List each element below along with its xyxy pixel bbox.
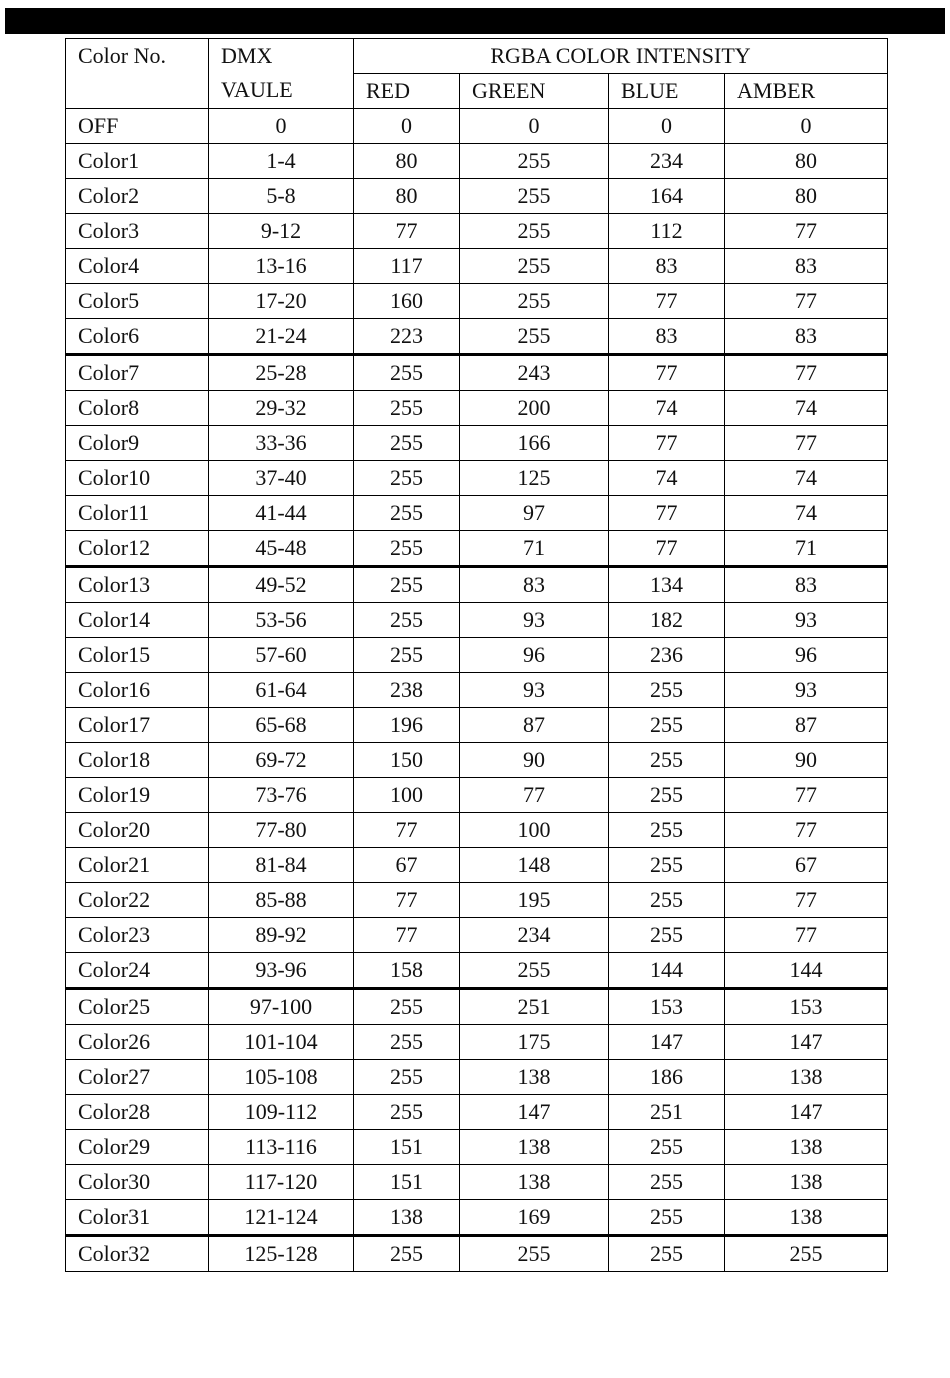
table-row — [66, 531, 888, 567]
cell-red: 255 — [354, 1095, 460, 1130]
table-row — [66, 109, 888, 144]
cell-amber: 255 — [725, 1236, 888, 1272]
cell-amber: 77 — [725, 426, 888, 461]
table-row — [66, 638, 888, 673]
cell-color-no: Color14 — [66, 603, 209, 638]
cell-dmx-value: 5-8 — [209, 179, 354, 214]
table-row — [66, 918, 888, 953]
cell-blue: 255 — [609, 848, 725, 883]
cell-red: 160 — [354, 284, 460, 319]
cell-dmx-value: 125-128 — [209, 1236, 354, 1272]
cell-amber: 77 — [725, 214, 888, 249]
cell-blue: 144 — [609, 953, 725, 989]
cell-red: 255 — [354, 567, 460, 603]
cell-amber: 74 — [725, 391, 888, 426]
cell-blue: 0 — [609, 109, 725, 144]
table-row — [66, 743, 888, 778]
table-row — [66, 883, 888, 918]
cell-amber: 83 — [725, 319, 888, 355]
cell-amber: 147 — [725, 1025, 888, 1060]
cell-red: 255 — [354, 989, 460, 1025]
cell-color-no: Color16 — [66, 673, 209, 708]
cell-color-no: Color29 — [66, 1130, 209, 1165]
cell-red: 255 — [354, 638, 460, 673]
cell-green: 251 — [460, 989, 609, 1025]
cell-color-no: Color17 — [66, 708, 209, 743]
cell-green: 93 — [460, 603, 609, 638]
cell-dmx-value: 37-40 — [209, 461, 354, 496]
header-dmx-line1: DMX — [221, 43, 273, 68]
cell-amber: 96 — [725, 638, 888, 673]
cell-dmx-value: 73-76 — [209, 778, 354, 813]
table-row — [66, 708, 888, 743]
cell-green: 166 — [460, 426, 609, 461]
cell-blue: 147 — [609, 1025, 725, 1060]
cell-blue: 164 — [609, 179, 725, 214]
cell-dmx-value: 45-48 — [209, 531, 354, 567]
cell-amber: 87 — [725, 708, 888, 743]
cell-red: 80 — [354, 144, 460, 179]
cell-color-no: Color25 — [66, 989, 209, 1025]
cell-blue: 234 — [609, 144, 725, 179]
cell-blue: 83 — [609, 319, 725, 355]
cell-amber: 83 — [725, 249, 888, 284]
cell-amber: 144 — [725, 953, 888, 989]
table-row — [66, 1025, 888, 1060]
cell-red: 255 — [354, 391, 460, 426]
header-color-no: Color No. — [66, 39, 209, 109]
cell-red: 67 — [354, 848, 460, 883]
cell-red: 255 — [354, 496, 460, 531]
cell-color-no: OFF — [66, 109, 209, 144]
cell-red: 0 — [354, 109, 460, 144]
cell-amber: 74 — [725, 496, 888, 531]
cell-color-no: Color31 — [66, 1200, 209, 1236]
cell-blue: 112 — [609, 214, 725, 249]
table-row — [66, 989, 888, 1025]
cell-color-no: Color3 — [66, 214, 209, 249]
cell-green: 169 — [460, 1200, 609, 1236]
cell-blue: 255 — [609, 1165, 725, 1200]
cell-color-no: Color9 — [66, 426, 209, 461]
cell-green: 255 — [460, 319, 609, 355]
table-row — [66, 1095, 888, 1130]
cell-dmx-value: 13-16 — [209, 249, 354, 284]
table-row — [66, 214, 888, 249]
cell-green: 96 — [460, 638, 609, 673]
cell-color-no: Color13 — [66, 567, 209, 603]
cell-green: 93 — [460, 673, 609, 708]
cell-blue: 74 — [609, 461, 725, 496]
cell-dmx-value: 65-68 — [209, 708, 354, 743]
cell-color-no: Color21 — [66, 848, 209, 883]
cell-dmx-value: 49-52 — [209, 567, 354, 603]
table-row — [66, 1130, 888, 1165]
cell-green: 255 — [460, 214, 609, 249]
cell-amber: 74 — [725, 461, 888, 496]
cell-color-no: Color4 — [66, 249, 209, 284]
cell-red: 151 — [354, 1165, 460, 1200]
cell-color-no: Color5 — [66, 284, 209, 319]
cell-amber: 93 — [725, 673, 888, 708]
cell-red: 196 — [354, 708, 460, 743]
cell-red: 150 — [354, 743, 460, 778]
cell-green: 200 — [460, 391, 609, 426]
table-row — [66, 1236, 888, 1272]
cell-amber: 80 — [725, 144, 888, 179]
cell-amber: 153 — [725, 989, 888, 1025]
cell-red: 80 — [354, 179, 460, 214]
cell-blue: 83 — [609, 249, 725, 284]
cell-dmx-value: 61-64 — [209, 673, 354, 708]
cell-color-no: Color32 — [66, 1236, 209, 1272]
cell-color-no: Color20 — [66, 813, 209, 848]
cell-dmx-value: 41-44 — [209, 496, 354, 531]
cell-color-no: Color22 — [66, 883, 209, 918]
cell-dmx-value: 113-116 — [209, 1130, 354, 1165]
cell-blue: 77 — [609, 426, 725, 461]
cell-blue: 255 — [609, 918, 725, 953]
cell-dmx-value: 85-88 — [209, 883, 354, 918]
cell-red: 77 — [354, 214, 460, 249]
header-red: RED — [354, 74, 460, 109]
cell-red: 255 — [354, 1060, 460, 1095]
cell-red: 238 — [354, 673, 460, 708]
cell-dmx-value: 69-72 — [209, 743, 354, 778]
cell-green: 243 — [460, 355, 609, 391]
cell-green: 77 — [460, 778, 609, 813]
table-row — [66, 144, 888, 179]
cell-color-no: Color19 — [66, 778, 209, 813]
cell-color-no: Color15 — [66, 638, 209, 673]
cell-dmx-value: 89-92 — [209, 918, 354, 953]
cell-dmx-value: 17-20 — [209, 284, 354, 319]
cell-amber: 80 — [725, 179, 888, 214]
cell-amber: 77 — [725, 355, 888, 391]
cell-color-no: Color10 — [66, 461, 209, 496]
cell-red: 255 — [354, 1236, 460, 1272]
cell-dmx-value: 21-24 — [209, 319, 354, 355]
table-row — [66, 778, 888, 813]
cell-amber: 138 — [725, 1200, 888, 1236]
cell-blue: 255 — [609, 1130, 725, 1165]
cell-amber: 77 — [725, 918, 888, 953]
header-green: GREEN — [460, 74, 609, 109]
table-row — [66, 319, 888, 355]
cell-blue: 236 — [609, 638, 725, 673]
header-rgba-intensity: RGBA COLOR INTENSITY — [354, 39, 888, 74]
table-row — [66, 603, 888, 638]
cell-blue: 186 — [609, 1060, 725, 1095]
cell-dmx-value: 0 — [209, 109, 354, 144]
cell-green: 148 — [460, 848, 609, 883]
cell-red: 100 — [354, 778, 460, 813]
cell-red: 138 — [354, 1200, 460, 1236]
cell-red: 117 — [354, 249, 460, 284]
cell-green: 125 — [460, 461, 609, 496]
cell-blue: 251 — [609, 1095, 725, 1130]
cell-color-no: Color12 — [66, 531, 209, 567]
cell-green: 255 — [460, 284, 609, 319]
header-dmx-value — [209, 39, 354, 109]
header-dmx-line2: VAULE — [221, 77, 293, 102]
cell-amber: 77 — [725, 813, 888, 848]
table-row — [66, 284, 888, 319]
cell-amber: 71 — [725, 531, 888, 567]
cell-blue: 255 — [609, 1200, 725, 1236]
rgba-color-table — [65, 38, 888, 1272]
cell-dmx-value: 101-104 — [209, 1025, 354, 1060]
cell-color-no: Color8 — [66, 391, 209, 426]
table-row — [66, 1060, 888, 1095]
cell-amber: 77 — [725, 284, 888, 319]
cell-red: 255 — [354, 1025, 460, 1060]
cell-amber: 138 — [725, 1165, 888, 1200]
table-row — [66, 673, 888, 708]
cell-dmx-value: 93-96 — [209, 953, 354, 989]
cell-blue: 77 — [609, 531, 725, 567]
cell-red: 255 — [354, 355, 460, 391]
cell-red: 158 — [354, 953, 460, 989]
table-row — [66, 355, 888, 391]
cell-amber: 0 — [725, 109, 888, 144]
cell-amber: 93 — [725, 603, 888, 638]
table-row — [66, 567, 888, 603]
cell-red: 223 — [354, 319, 460, 355]
cell-color-no: Color27 — [66, 1060, 209, 1095]
cell-color-no: Color24 — [66, 953, 209, 989]
cell-blue: 255 — [609, 778, 725, 813]
cell-red: 77 — [354, 883, 460, 918]
table-row — [66, 848, 888, 883]
cell-green: 255 — [460, 144, 609, 179]
cell-green: 138 — [460, 1165, 609, 1200]
cell-green: 195 — [460, 883, 609, 918]
cell-color-no: Color2 — [66, 179, 209, 214]
cell-red: 151 — [354, 1130, 460, 1165]
cell-green: 255 — [460, 179, 609, 214]
cell-blue: 255 — [609, 883, 725, 918]
table-row — [66, 1200, 888, 1236]
cell-blue: 74 — [609, 391, 725, 426]
table-row — [66, 496, 888, 531]
table-row — [66, 1165, 888, 1200]
cell-green: 255 — [460, 953, 609, 989]
cell-green: 138 — [460, 1060, 609, 1095]
cell-color-no: Color6 — [66, 319, 209, 355]
cell-green: 87 — [460, 708, 609, 743]
cell-green: 234 — [460, 918, 609, 953]
cell-blue: 153 — [609, 989, 725, 1025]
header-blue: BLUE — [609, 74, 725, 109]
cell-green: 255 — [460, 1236, 609, 1272]
top-black-bar — [5, 8, 945, 34]
cell-dmx-value: 9-12 — [209, 214, 354, 249]
cell-red: 255 — [354, 461, 460, 496]
cell-color-no: Color23 — [66, 918, 209, 953]
cell-dmx-value: 57-60 — [209, 638, 354, 673]
cell-green: 0 — [460, 109, 609, 144]
cell-red: 255 — [354, 426, 460, 461]
cell-green: 90 — [460, 743, 609, 778]
cell-red: 77 — [354, 813, 460, 848]
cell-green: 97 — [460, 496, 609, 531]
cell-green: 175 — [460, 1025, 609, 1060]
cell-blue: 77 — [609, 355, 725, 391]
cell-amber: 77 — [725, 883, 888, 918]
cell-dmx-value: 77-80 — [209, 813, 354, 848]
cell-amber: 83 — [725, 567, 888, 603]
cell-blue: 255 — [609, 813, 725, 848]
cell-blue: 255 — [609, 673, 725, 708]
cell-dmx-value: 29-32 — [209, 391, 354, 426]
cell-green: 83 — [460, 567, 609, 603]
table-row — [66, 426, 888, 461]
cell-dmx-value: 109-112 — [209, 1095, 354, 1130]
table-row — [66, 391, 888, 426]
cell-amber: 90 — [725, 743, 888, 778]
cell-green: 138 — [460, 1130, 609, 1165]
cell-dmx-value: 117-120 — [209, 1165, 354, 1200]
cell-dmx-value: 25-28 — [209, 355, 354, 391]
header-amber: AMBER — [725, 74, 888, 109]
table-row — [66, 249, 888, 284]
cell-color-no: Color18 — [66, 743, 209, 778]
cell-color-no: Color30 — [66, 1165, 209, 1200]
cell-red: 255 — [354, 603, 460, 638]
cell-color-no: Color11 — [66, 496, 209, 531]
cell-blue: 77 — [609, 284, 725, 319]
cell-color-no: Color28 — [66, 1095, 209, 1130]
cell-dmx-value: 1-4 — [209, 144, 354, 179]
cell-blue: 255 — [609, 708, 725, 743]
cell-amber: 67 — [725, 848, 888, 883]
cell-blue: 255 — [609, 743, 725, 778]
cell-amber: 147 — [725, 1095, 888, 1130]
cell-red: 255 — [354, 531, 460, 567]
cell-blue: 77 — [609, 496, 725, 531]
cell-blue: 134 — [609, 567, 725, 603]
cell-amber: 138 — [725, 1060, 888, 1095]
table-row — [66, 461, 888, 496]
table-row — [66, 179, 888, 214]
cell-dmx-value: 81-84 — [209, 848, 354, 883]
cell-green: 255 — [460, 249, 609, 284]
cell-red: 77 — [354, 918, 460, 953]
cell-color-no: Color7 — [66, 355, 209, 391]
cell-green: 147 — [460, 1095, 609, 1130]
cell-color-no: Color26 — [66, 1025, 209, 1060]
cell-blue: 182 — [609, 603, 725, 638]
cell-dmx-value: 105-108 — [209, 1060, 354, 1095]
cell-dmx-value: 53-56 — [209, 603, 354, 638]
cell-blue: 255 — [609, 1236, 725, 1272]
cell-dmx-value: 121-124 — [209, 1200, 354, 1236]
cell-amber: 138 — [725, 1130, 888, 1165]
cell-dmx-value: 97-100 — [209, 989, 354, 1025]
cell-green: 71 — [460, 531, 609, 567]
table-row — [66, 953, 888, 989]
cell-color-no: Color1 — [66, 144, 209, 179]
cell-amber: 77 — [725, 778, 888, 813]
table-row — [66, 813, 888, 848]
cell-green: 100 — [460, 813, 609, 848]
cell-dmx-value: 33-36 — [209, 426, 354, 461]
